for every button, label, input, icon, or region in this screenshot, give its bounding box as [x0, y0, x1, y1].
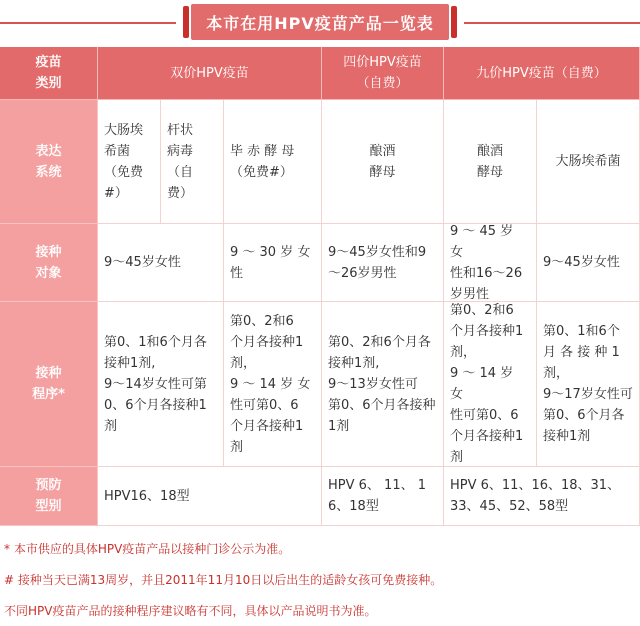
header-quadrivalent: 四价HPV疫苗 （自费）	[322, 47, 444, 100]
page-title: 本市在用HPV疫苗产品一览表	[191, 4, 449, 40]
target-cell-bivalent-a: 9～45岁女性	[98, 224, 224, 302]
footnote-hash: # 接种当天已满13周岁，并且2011年11月10日以后出生的适龄女孩可免费接种。	[4, 572, 443, 587]
title-rule-right	[464, 22, 640, 24]
target-cell-bivalent-b: 9 ～ 30 岁 女 性	[224, 224, 322, 302]
prevention-cell-nonavalent: HPV 6、11、16、18、31、 33、45、52、58型	[444, 467, 640, 526]
schedule-cell-bivalent-a: 第0、1和6个月各 接种1剂, 9～14岁女性可第 0、6个月各接种1 剂	[98, 302, 224, 467]
schedule-cell-quadrivalent: 第0、2和6个月各 接种1剂, 9～13岁女性可 第0、6个月各接种 1剂	[322, 302, 444, 467]
expression-cell-quadrivalent: 酿酒 酵母	[322, 100, 444, 224]
schedule-cell-nonavalent-b: 第0、1和6个 月 各 接 种 1 剂， 9～17岁女性可 第0、6个月各 接种1剂	[537, 302, 640, 467]
row-label-schedule: 接种 程序*	[0, 302, 98, 467]
header-nonavalent: 九价HPV疫苗（自费）	[444, 47, 640, 100]
title-cap-right	[451, 6, 457, 38]
title-rule-left	[0, 22, 176, 24]
expression-cell-bivalent-baculovirus: 杆状 病毒 （自 费）	[161, 100, 224, 224]
row-label-prevention: 预防 型别	[0, 467, 98, 526]
header-bivalent: 双价HPV疫苗	[98, 47, 322, 100]
footnote-schedule: 不同HPV疫苗产品的接种程序建议略有不同，具体以产品说明书为准。	[4, 603, 377, 618]
title-cap-left	[183, 6, 189, 38]
target-cell-quadrivalent: 9～45岁女性和9 ～26岁男性	[322, 224, 444, 302]
expression-cell-nonavalent-ecoli: 大肠埃希菌	[537, 100, 640, 224]
target-cell-nonavalent-a: 9 ～ 45 岁 女 性和16～26 岁男性	[444, 224, 537, 302]
title-banner	[0, 0, 640, 44]
expression-cell-bivalent-ecoli: 大肠埃 希菌 （免费 #）	[98, 100, 161, 224]
header-corner: 疫苗 类别	[0, 47, 98, 100]
expression-cell-nonavalent-yeast: 酿酒 酵母	[444, 100, 537, 224]
schedule-cell-nonavalent-a: 第0、2和6 个月各接种1 剂， 9 ～ 14 岁 女 性可第0、6 个月各接种1 剂	[444, 302, 537, 467]
target-cell-nonavalent-b: 9～45岁女性	[537, 224, 640, 302]
row-label-expression: 表达 系统	[0, 100, 98, 224]
prevention-cell-bivalent: HPV16、18型	[98, 467, 322, 526]
footnote-asterisk: * 本市供应的具体HPV疫苗产品以接种门诊公示为准。	[4, 541, 291, 556]
schedule-cell-bivalent-b: 第0、2和6 个月各接种1 剂， 9 ～ 14 岁 女 性可第0、6 个月各接种1 剂	[224, 302, 322, 467]
expression-cell-bivalent-pichia: 毕 赤 酵 母 （免费#）	[224, 100, 322, 224]
footnotes	[4, 533, 442, 626]
row-label-target: 接种 对象	[0, 224, 98, 302]
prevention-cell-quadrivalent: HPV 6、 11、 1 6、18型	[322, 467, 444, 526]
